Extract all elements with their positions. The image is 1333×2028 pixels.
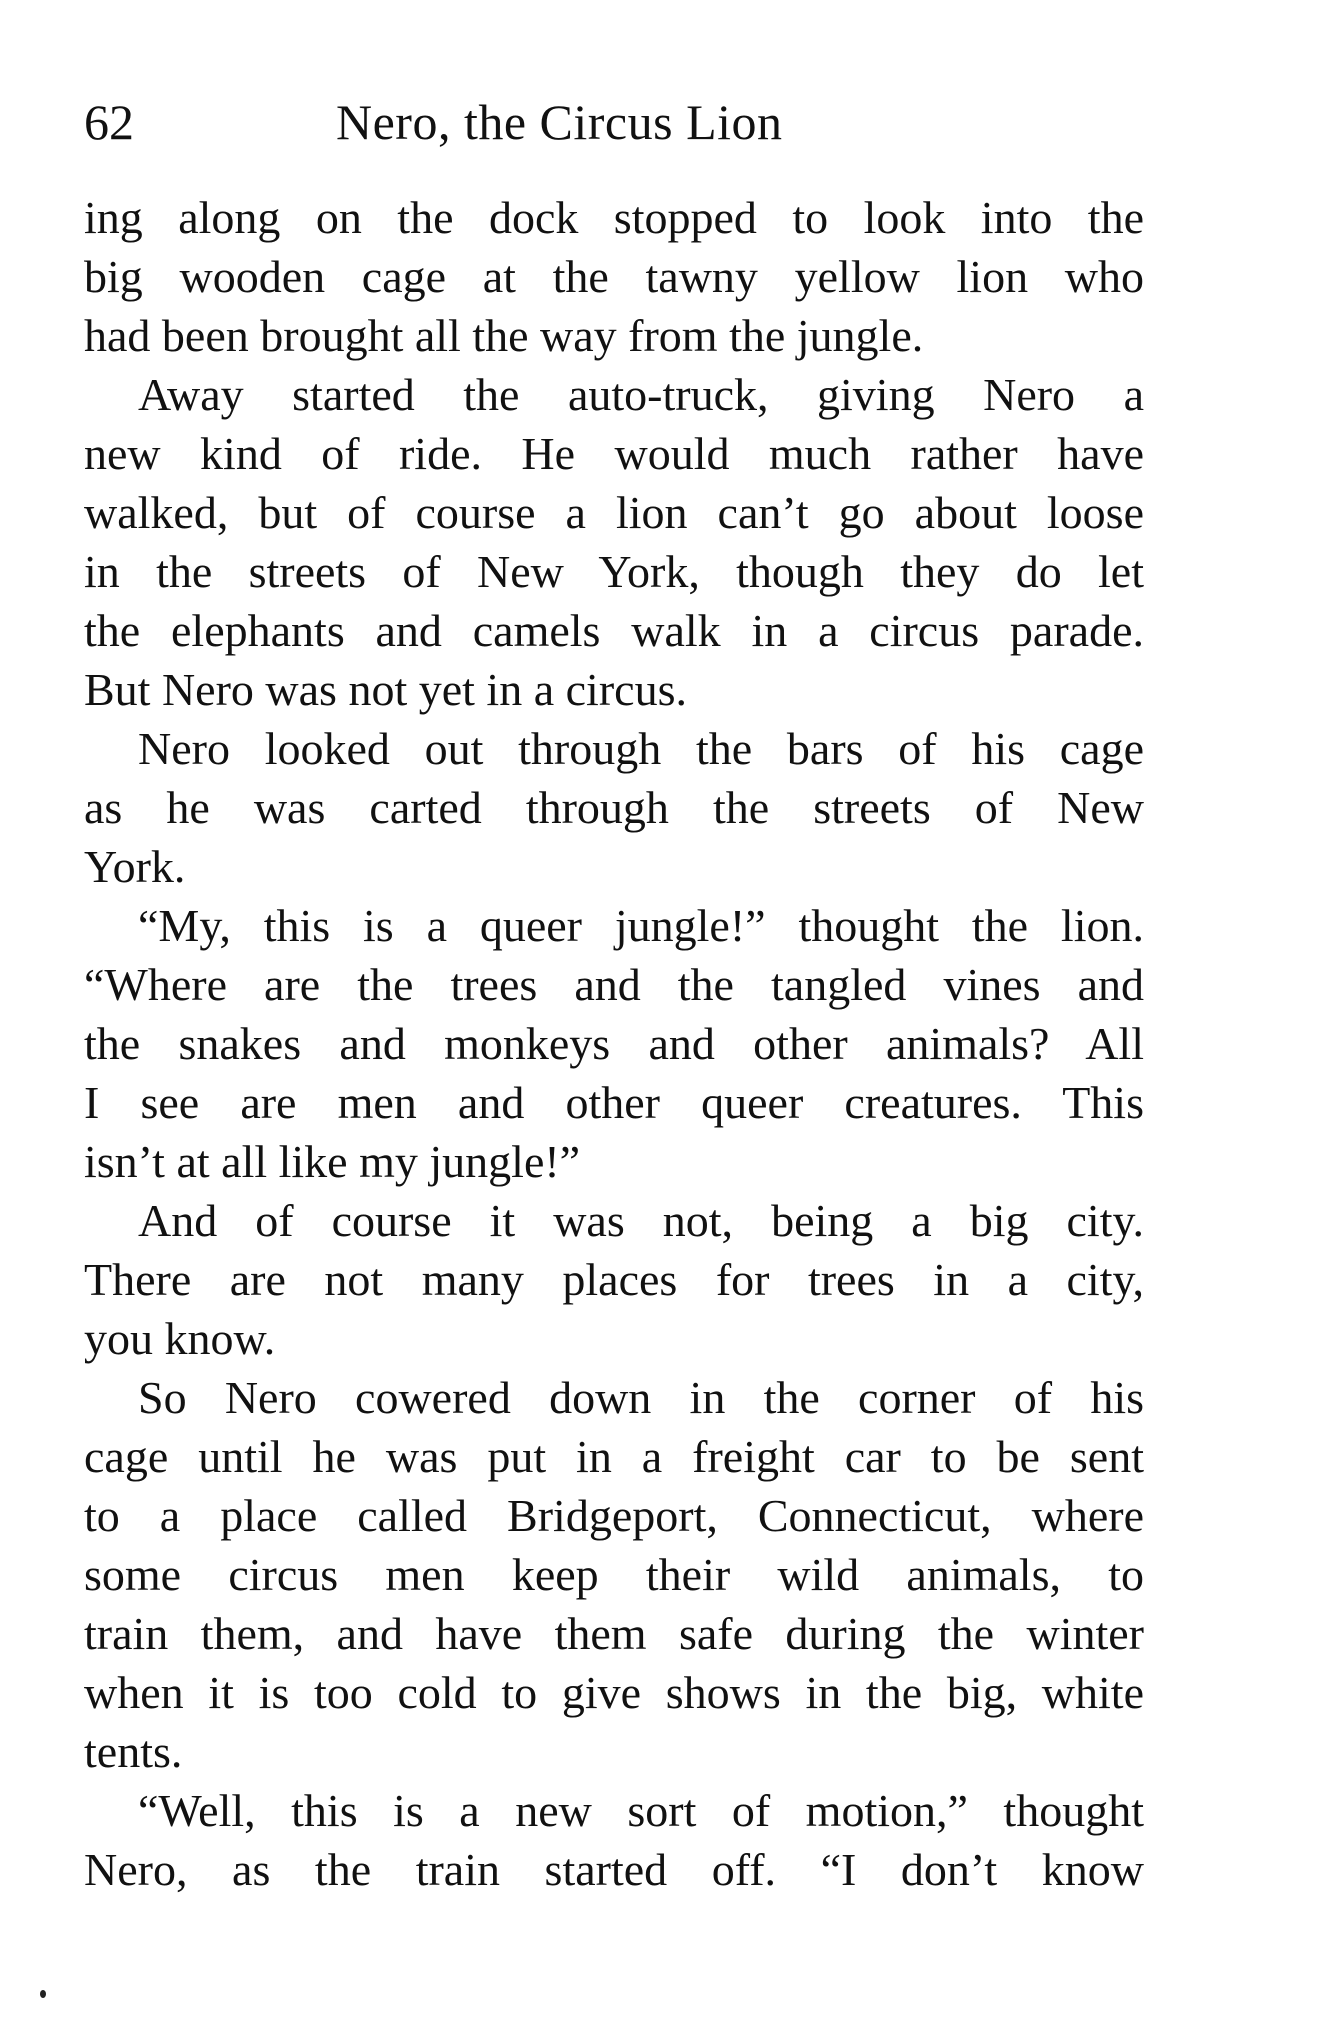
text-line: the elephants and camels walk in a circus parade. (84, 605, 1144, 656)
paragraph (84, 719, 1144, 896)
text-line: had been brought all the way from the jungle. (84, 310, 924, 361)
text-line: ing along on the dock stopped to look into the (84, 192, 1144, 243)
text-line: So Nero cowered down in the corner of his (138, 1372, 1144, 1423)
body-text (84, 188, 1144, 1899)
text-line: new kind of ride. He would much rather have (84, 428, 1144, 479)
text-line: when it is too cold to give shows in the big, white (84, 1667, 1144, 1718)
text-line: Nero, as the train started off. “I don’t know (84, 1844, 1144, 1895)
text-line: And of course it was not, being a big city. (138, 1195, 1144, 1246)
paragraph (84, 188, 1144, 365)
text-line: as he was carted through the streets of New (84, 782, 1144, 833)
text-line: Away started the auto-truck, giving Nero a (138, 369, 1144, 420)
paragraph (84, 1781, 1144, 1899)
text-line: train them, and have them safe during the winter (84, 1608, 1144, 1659)
text-line: big wooden cage at the tawny yellow lion who (84, 251, 1144, 302)
text-line: Nero looked out through the bars of his cage (138, 723, 1144, 774)
paragraph (84, 1191, 1144, 1368)
paragraph (84, 365, 1144, 719)
text-line: walked, but of course a lion can’t go about loose (84, 487, 1144, 538)
text-line: “Well, this is a new sort of motion,” thought (138, 1785, 1144, 1836)
text-line: York. (84, 841, 186, 892)
page-number: 62 (84, 94, 134, 150)
text-line: tents. (84, 1726, 183, 1777)
text-line: But Nero was not yet in a circus. (84, 664, 687, 715)
text-line: cage until he was put in a freight car to be sent (84, 1431, 1144, 1482)
text-line: “Where are the trees and the tangled vines and (84, 959, 1144, 1010)
text-line: I see are men and other queer creatures. This (84, 1077, 1144, 1128)
text-line: in the streets of New York, though they do let (84, 546, 1144, 597)
text-line: the snakes and monkeys and other animals? All (84, 1018, 1144, 1069)
running-title: Nero, the Circus Lion (336, 94, 783, 150)
paragraph (84, 1368, 1144, 1781)
print-speck (40, 1990, 46, 1998)
paragraph (84, 896, 1144, 1191)
text-line: isn’t at all like my jungle!” (84, 1136, 581, 1187)
text-line: to a place called Bridgeport, Connecticut, where (84, 1490, 1144, 1541)
text-line: you know. (84, 1313, 276, 1364)
page-header (84, 90, 1144, 154)
text-line: some circus men keep their wild animals, to (84, 1549, 1144, 1600)
text-line: “My, this is a queer jungle!” thought the lion. (138, 900, 1144, 951)
text-line: There are not many places for trees in a city, (84, 1254, 1144, 1305)
